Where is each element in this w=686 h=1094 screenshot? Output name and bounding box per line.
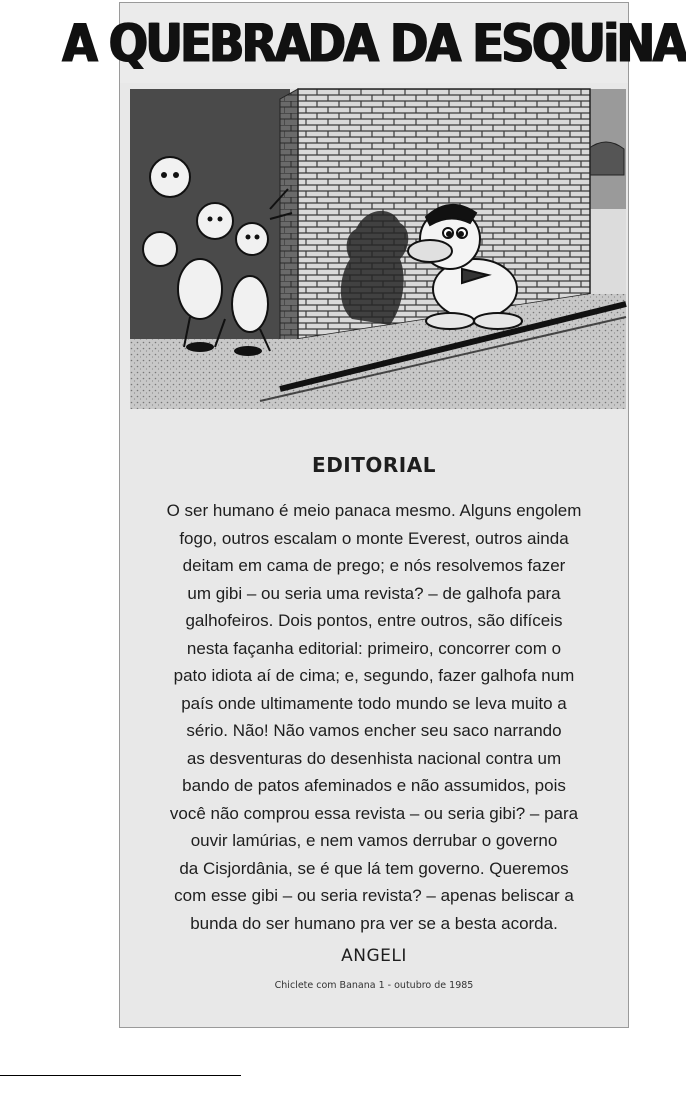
editorial-section	[120, 451, 628, 993]
editorial-line: da Cisjordânia, se é que lá tem governo. Queremos	[179, 858, 569, 878]
publication-credit: Chiclete com Banana 1 - outubro de 1985	[274, 980, 474, 991]
editorial-line: sério. Não! Não vamos encher seu saco narrando	[186, 721, 562, 740]
masthead	[62, 3, 686, 83]
editorial-line: país onde ultimamente todo mundo se leva muito a	[181, 693, 567, 713]
editorial-line: O ser humano é meio panaca mesmo. Alguns engolem	[166, 501, 582, 520]
editorial-heading: EDITORIAL	[312, 453, 436, 477]
editorial-line: as desventuras do desenhista nacional contra um	[186, 748, 562, 768]
magazine-page	[62, 2, 686, 1028]
editorial-line: com esse gibi – ou seria revista? – apenas beliscar a	[174, 886, 574, 905]
editorial-line: bando de patos afeminados e não assumidos, pois	[182, 776, 566, 795]
editorial-line: deitam em cama de prego; e nós resolvemos fazer	[182, 556, 566, 575]
masthead-title: A QUEBRADA DA ESQUiNA	[62, 11, 686, 75]
editorial-line: ouvir lamúrias, e nem vamos derrubar o governo	[190, 831, 558, 850]
author-signature: ANGELI	[341, 946, 407, 966]
editorial-line: um gibi – ou seria uma revista? – de galhofa para	[187, 583, 561, 603]
editorial-line: nesta façanha editorial: primeiro, concorrer com o	[186, 638, 562, 658]
editorial-line: você não comprou essa revista – ou seria gibi? – para	[169, 803, 579, 823]
editorial-line: galhofeiros. Dois pontos, entre outros, são difíceis	[185, 611, 563, 630]
cartoon-illustration	[130, 89, 626, 409]
footnote-divider	[0, 1075, 241, 1076]
editorial-body	[129, 497, 619, 937]
editorial-line: pato idiota aí de cima; e, segundo, fazer galhofa num	[173, 666, 575, 685]
editorial-line: bunda do ser humano pra ver se a besta acorda.	[190, 913, 558, 933]
editorial-line: fogo, outros escalam o monte Everest, outros ainda	[179, 528, 569, 548]
